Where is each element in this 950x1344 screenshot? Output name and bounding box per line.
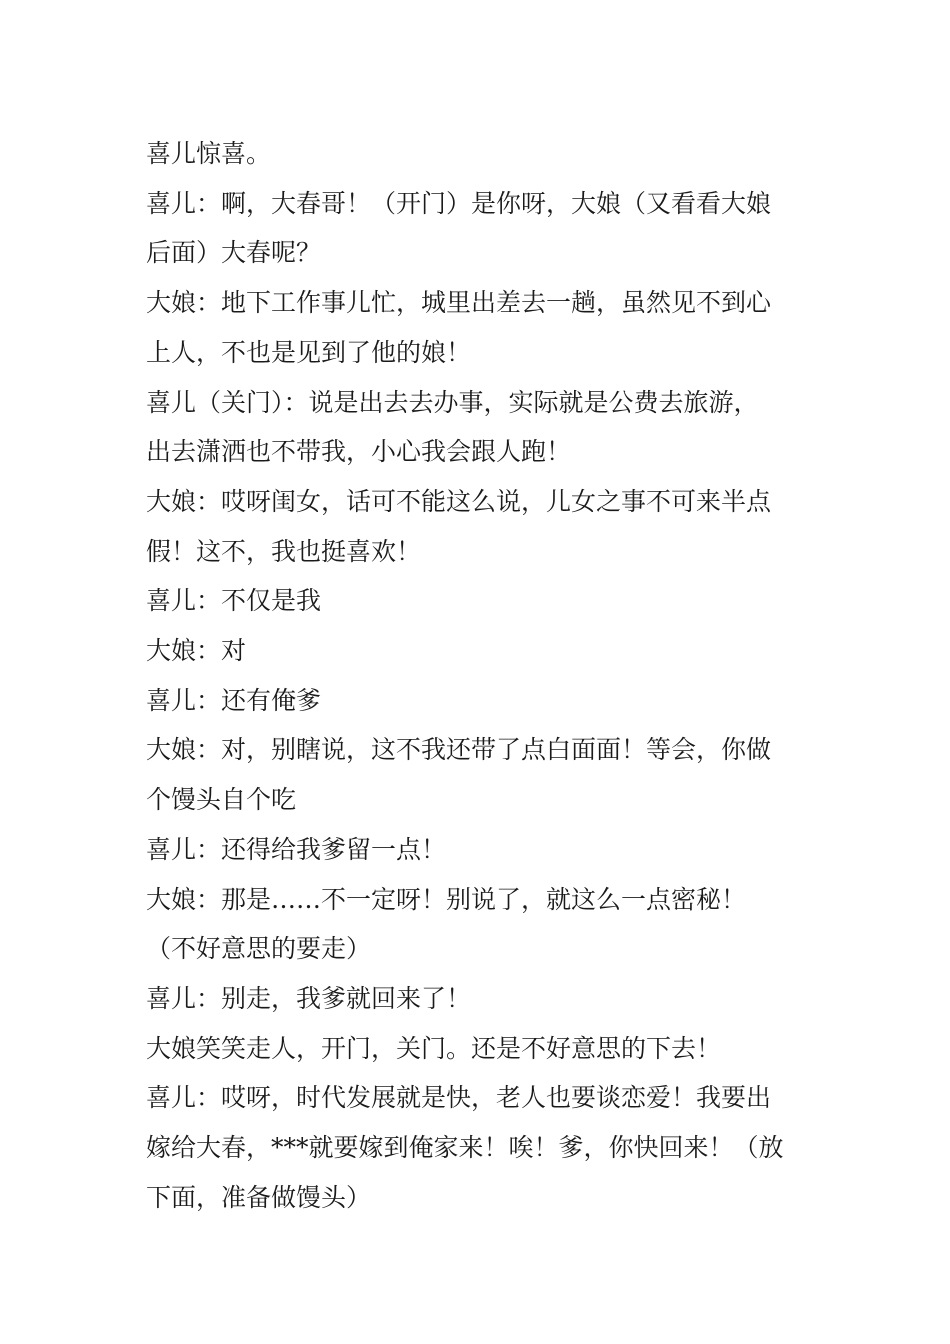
- text-line: 喜儿：不仅是我: [146, 586, 322, 616]
- text-line: 喜儿（关门）：说是出去去办事，实际就是公费去旅游，: [146, 387, 759, 417]
- text-line: 喜儿：还得给我爹留一点！: [146, 834, 447, 864]
- text-line: 出去潇洒也不带我，小心我会跟人跑！: [146, 437, 572, 467]
- text-line: 假！这不，我也挺喜欢！: [146, 536, 422, 566]
- text-line: 嫁给大春，***就要嫁到俺家来！唉！爹，你快回来！（放: [146, 1133, 784, 1163]
- text-line: 喜儿：哎呀，时代发展就是快，老人也要谈恋爱！我要出: [146, 1083, 772, 1113]
- text-line: 大娘：对: [146, 636, 247, 666]
- text-line: 喜儿：还有俺爹: [146, 685, 322, 715]
- text-line: 喜儿：别走，我爹就回来了！: [146, 983, 472, 1013]
- text-line: 上人，不也是见到了他的娘！: [146, 337, 472, 367]
- text-line: 大娘：地下工作事儿忙，城里出差去一趟，虽然见不到心: [146, 288, 772, 318]
- text-line: 个馒头自个吃: [146, 785, 297, 815]
- text-line: 大娘：哎呀闺女，话可不能这么说，儿女之事不可来半点: [146, 486, 772, 516]
- text-line: 大娘笑笑走人，开门，关门。还是不好意思的下去！: [146, 1033, 722, 1063]
- text-line: 喜儿：啊，大春哥！（开门）是你呀，大娘（又看看大娘: [146, 188, 772, 218]
- text-line: 大娘：那是……不一定呀！别说了，就这么一点密秘！: [146, 884, 747, 914]
- text-line: 喜儿惊喜。: [146, 139, 272, 168]
- text-line: （不好意思的要走）: [146, 934, 372, 964]
- script-text: [146, 129, 806, 1222]
- text-line: 后面）大春呢？: [146, 238, 322, 268]
- text-line: 下面，准备做馒头）: [146, 1182, 372, 1212]
- text-line: 大娘：对，别瞎说，这不我还带了点白面面！等会，你做: [146, 735, 772, 765]
